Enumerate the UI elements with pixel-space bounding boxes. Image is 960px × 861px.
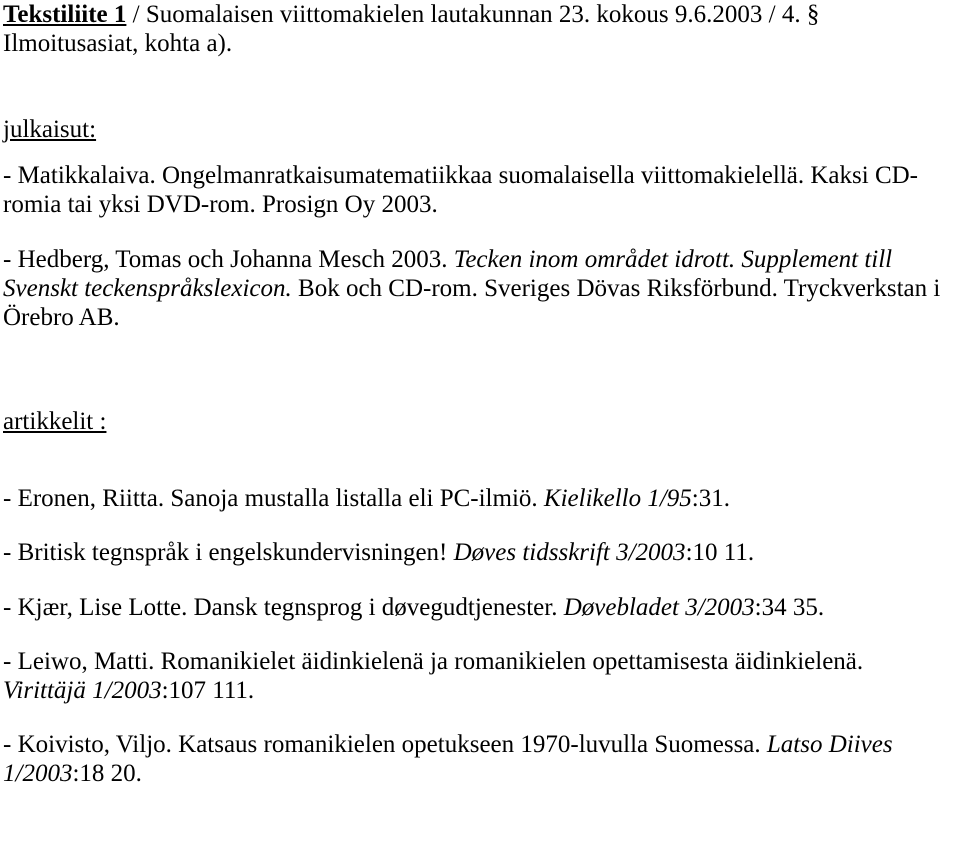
publication-text: - Matikkalaiva. Ongelmanratkaisumatematiikkaa suomalaisella viittomakielellä. Kaksi CD-	[3, 162, 919, 189]
article-source: Døvebladet 3/2003	[563, 594, 755, 621]
article-text: - Eronen, Riitta. Sanoja mustalla listalla eli PC-ilmiö.	[3, 485, 544, 512]
article-pages: :107 111.	[161, 677, 255, 704]
article-item	[3, 647, 953, 705]
publication-text-line2: romia tai yksi DVD-rom. Prosign Oy 2003.	[3, 191, 438, 218]
publication-details: Bok och CD-rom. Sveriges Dövas Riksförbund. Tryckverkstan i Örebro AB.	[3, 275, 941, 331]
article-item	[3, 730, 953, 788]
article-text: - Britisk tegnspråk i engelskundervisningen!	[3, 539, 454, 566]
publication-item	[3, 245, 953, 332]
attachment-label: Tekstiliite 1	[3, 1, 127, 28]
publication-author: - Hedberg, Tomas och Johanna Mesch 2003.	[3, 246, 454, 273]
article-source: Virittäjä 1/2003	[3, 677, 162, 704]
document-header	[3, 0, 953, 58]
article-pages: :34 35.	[754, 594, 825, 621]
article-text: - Leiwo, Matti. Romanikielet äidinkielenä ja romanikielen opettamisesta äidinkielenä.	[3, 648, 864, 675]
header-text: / Suomalaisen viittomakielen lautakunnan 23. kokous 9.6.2003 / 4. §	[126, 1, 820, 28]
article-text: - Koivisto, Viljo. Katsaus romanikielen opetukseen 1970-luvulla Suomessa.	[3, 731, 767, 758]
article-item	[3, 593, 953, 622]
article-pages: :31.	[691, 485, 730, 512]
header-text-line2: Ilmoitusasiat, kohta a).	[3, 30, 233, 57]
article-pages: :10 11.	[685, 539, 755, 566]
section-heading-artikkelit: artikkelit :	[3, 408, 107, 435]
publication-title: Tecken inom området idrott. Supplement till Svenskt teckenspråkslexicon.	[3, 246, 893, 302]
document-page	[3, 0, 953, 788]
section-heading-julkaisut: julkaisut:	[3, 116, 97, 143]
article-item	[3, 538, 953, 567]
article-source: Latso Diives 1/2003	[3, 731, 893, 787]
article-pages: :18 20.	[72, 760, 142, 787]
article-item	[3, 484, 953, 513]
publication-item	[3, 161, 953, 219]
article-source: Døves tidsskrift 3/2003	[453, 539, 686, 566]
article-source: Kielikello 1/95	[543, 485, 692, 512]
article-text: - Kjær, Lise Lotte. Dansk tegnsprog i døvegudtjenester.	[3, 594, 564, 621]
